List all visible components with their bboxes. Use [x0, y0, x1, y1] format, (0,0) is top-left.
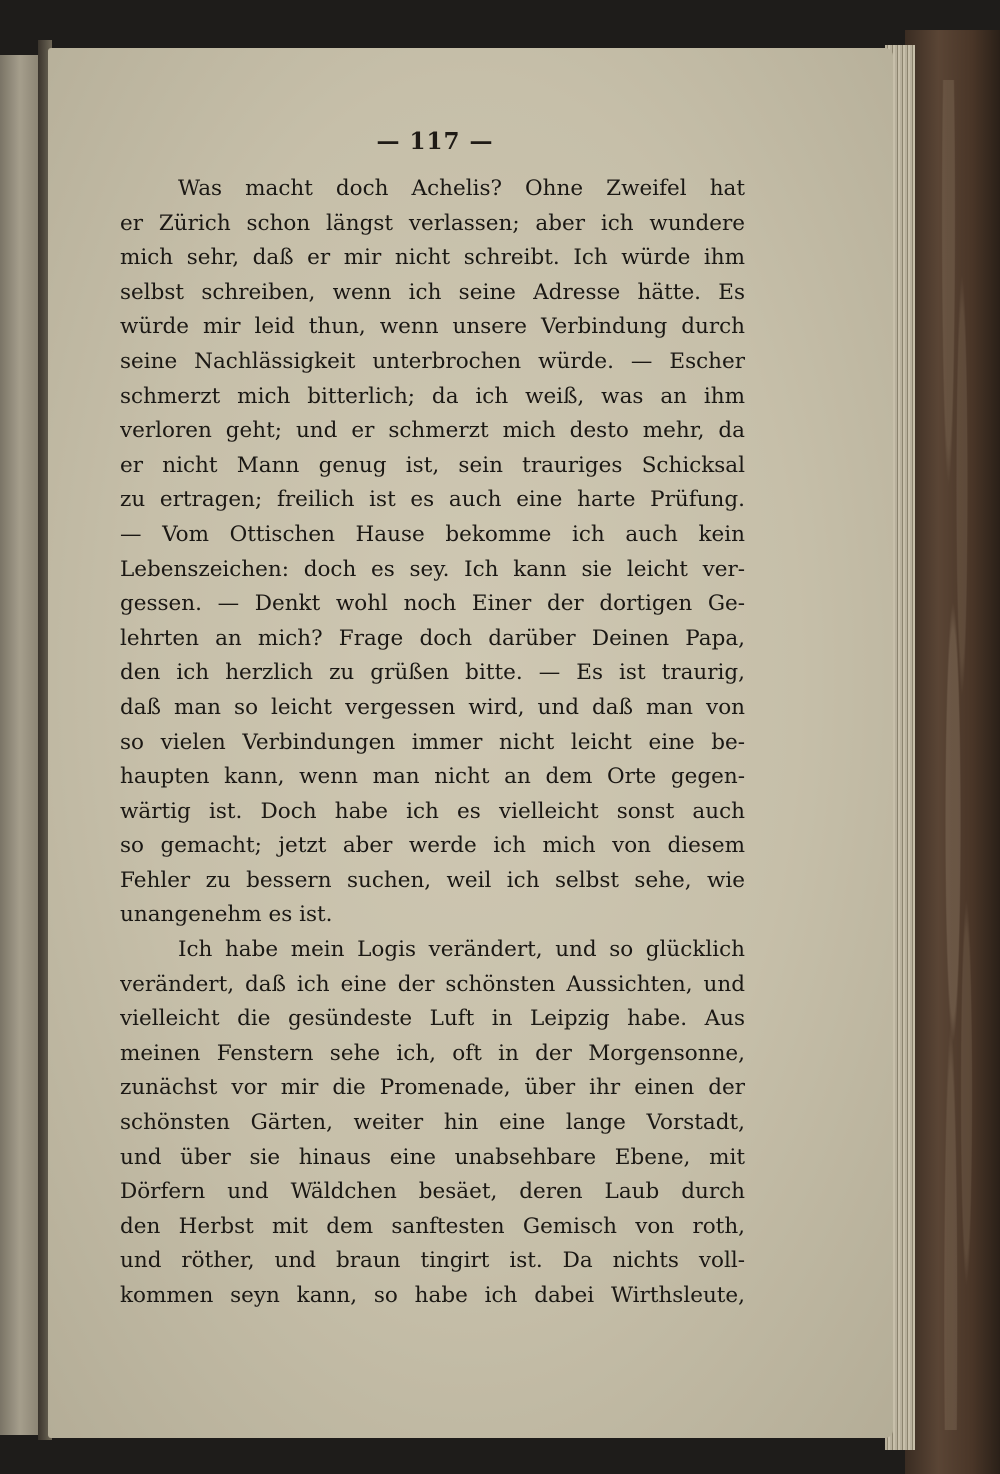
- text-line: den ich herzlich zu grüßen bitte. — Es ist traurig,: [120, 660, 745, 686]
- text-line: Fehler zu bessern suchen, weil ich selbst sehe, wie: [120, 867, 745, 893]
- text-line: so gemacht; jetzt aber werde ich mich von diesem: [120, 833, 745, 859]
- text-line: gessen. — Denkt wohl noch Einer der dortigen Ge-: [120, 591, 745, 617]
- text-line: Dörfern und Wäldchen besäet, deren Laub durch: [120, 1179, 745, 1205]
- text-line: wärtig ist. Doch habe ich es vielleicht sonst auch: [120, 798, 745, 824]
- text-line: und über sie hinaus eine unabsehbare Ebene, mit: [120, 1144, 745, 1170]
- text-line: lehrten an mich? Frage doch darüber Deinen Papa,: [120, 625, 745, 651]
- text-line: seine Nachlässigkeit unterbrochen würde. — Escher: [120, 348, 745, 374]
- text-line: selbst schreiben, wenn ich seine Adresse hätte. Es: [120, 279, 745, 305]
- text-line: verloren geht; und er schmerzt mich desto mehr, da: [120, 418, 745, 444]
- text-line: und röther, und braun tingirt ist. Da nichts voll-: [120, 1248, 745, 1274]
- text-line: verändert, daß ich eine der schönsten Aussichten, und: [120, 971, 745, 997]
- text-line: schmerzt mich bitterlich; da ich weiß, was an ihm: [120, 383, 745, 409]
- text-line: — Vom Ottischen Hause bekomme ich auch kein: [120, 521, 745, 547]
- text-line: zunächst vor mir die Promenade, über ihr einen der: [120, 1075, 745, 1101]
- page-number: — 117 —: [376, 128, 494, 155]
- text-line: würde mir leid thun, wenn unsere Verbindung durch: [120, 314, 745, 340]
- page-body-text: [120, 172, 745, 1314]
- text-line: er Zürich schon längst verlassen; aber ich wundere: [120, 210, 745, 236]
- text-line: mich sehr, daß er mir nicht schreibt. Ich würde ihm: [120, 245, 745, 271]
- text-line: unangenehm es ist.: [120, 902, 333, 928]
- text-line: daß man so leicht vergessen wird, und daß man von: [120, 694, 745, 720]
- text-line: haupten kann, wenn man nicht an dem Orte gegen-: [120, 764, 745, 790]
- text-line: kommen seyn kann, so habe ich dabei Wirthsleute,: [120, 1283, 745, 1308]
- text-line: meinen Fenstern sehe ich, oft in der Morgensonne,: [120, 1040, 745, 1066]
- text-line: so vielen Verbindungen immer nicht leicht eine be-: [120, 729, 745, 755]
- text-line: vielleicht die gesündeste Luft in Leipzig habe. Aus: [120, 1006, 745, 1032]
- facing-page-sliver: [0, 55, 40, 1435]
- text-line: den Herbst mit dem sanftesten Gemisch von roth,: [120, 1213, 745, 1239]
- text-line: schönsten Gärten, weiter hin eine lange Vorstadt,: [120, 1110, 745, 1136]
- text-line: Lebenszeichen: doch es sey. Ich kann sie leicht ver-: [120, 556, 745, 582]
- cover-wear-marks: [935, 80, 980, 1430]
- text-line: Was macht doch Achelis? Ohne Zweifel hat: [178, 176, 745, 201]
- text-line: er nicht Mann genug ist, sein trauriges Schicksal: [120, 452, 745, 478]
- text-line: Ich habe mein Logis verändert, und so glücklich: [178, 937, 745, 963]
- text-line: zu ertragen; freilich ist es auch eine harte Prüfung.: [120, 487, 745, 513]
